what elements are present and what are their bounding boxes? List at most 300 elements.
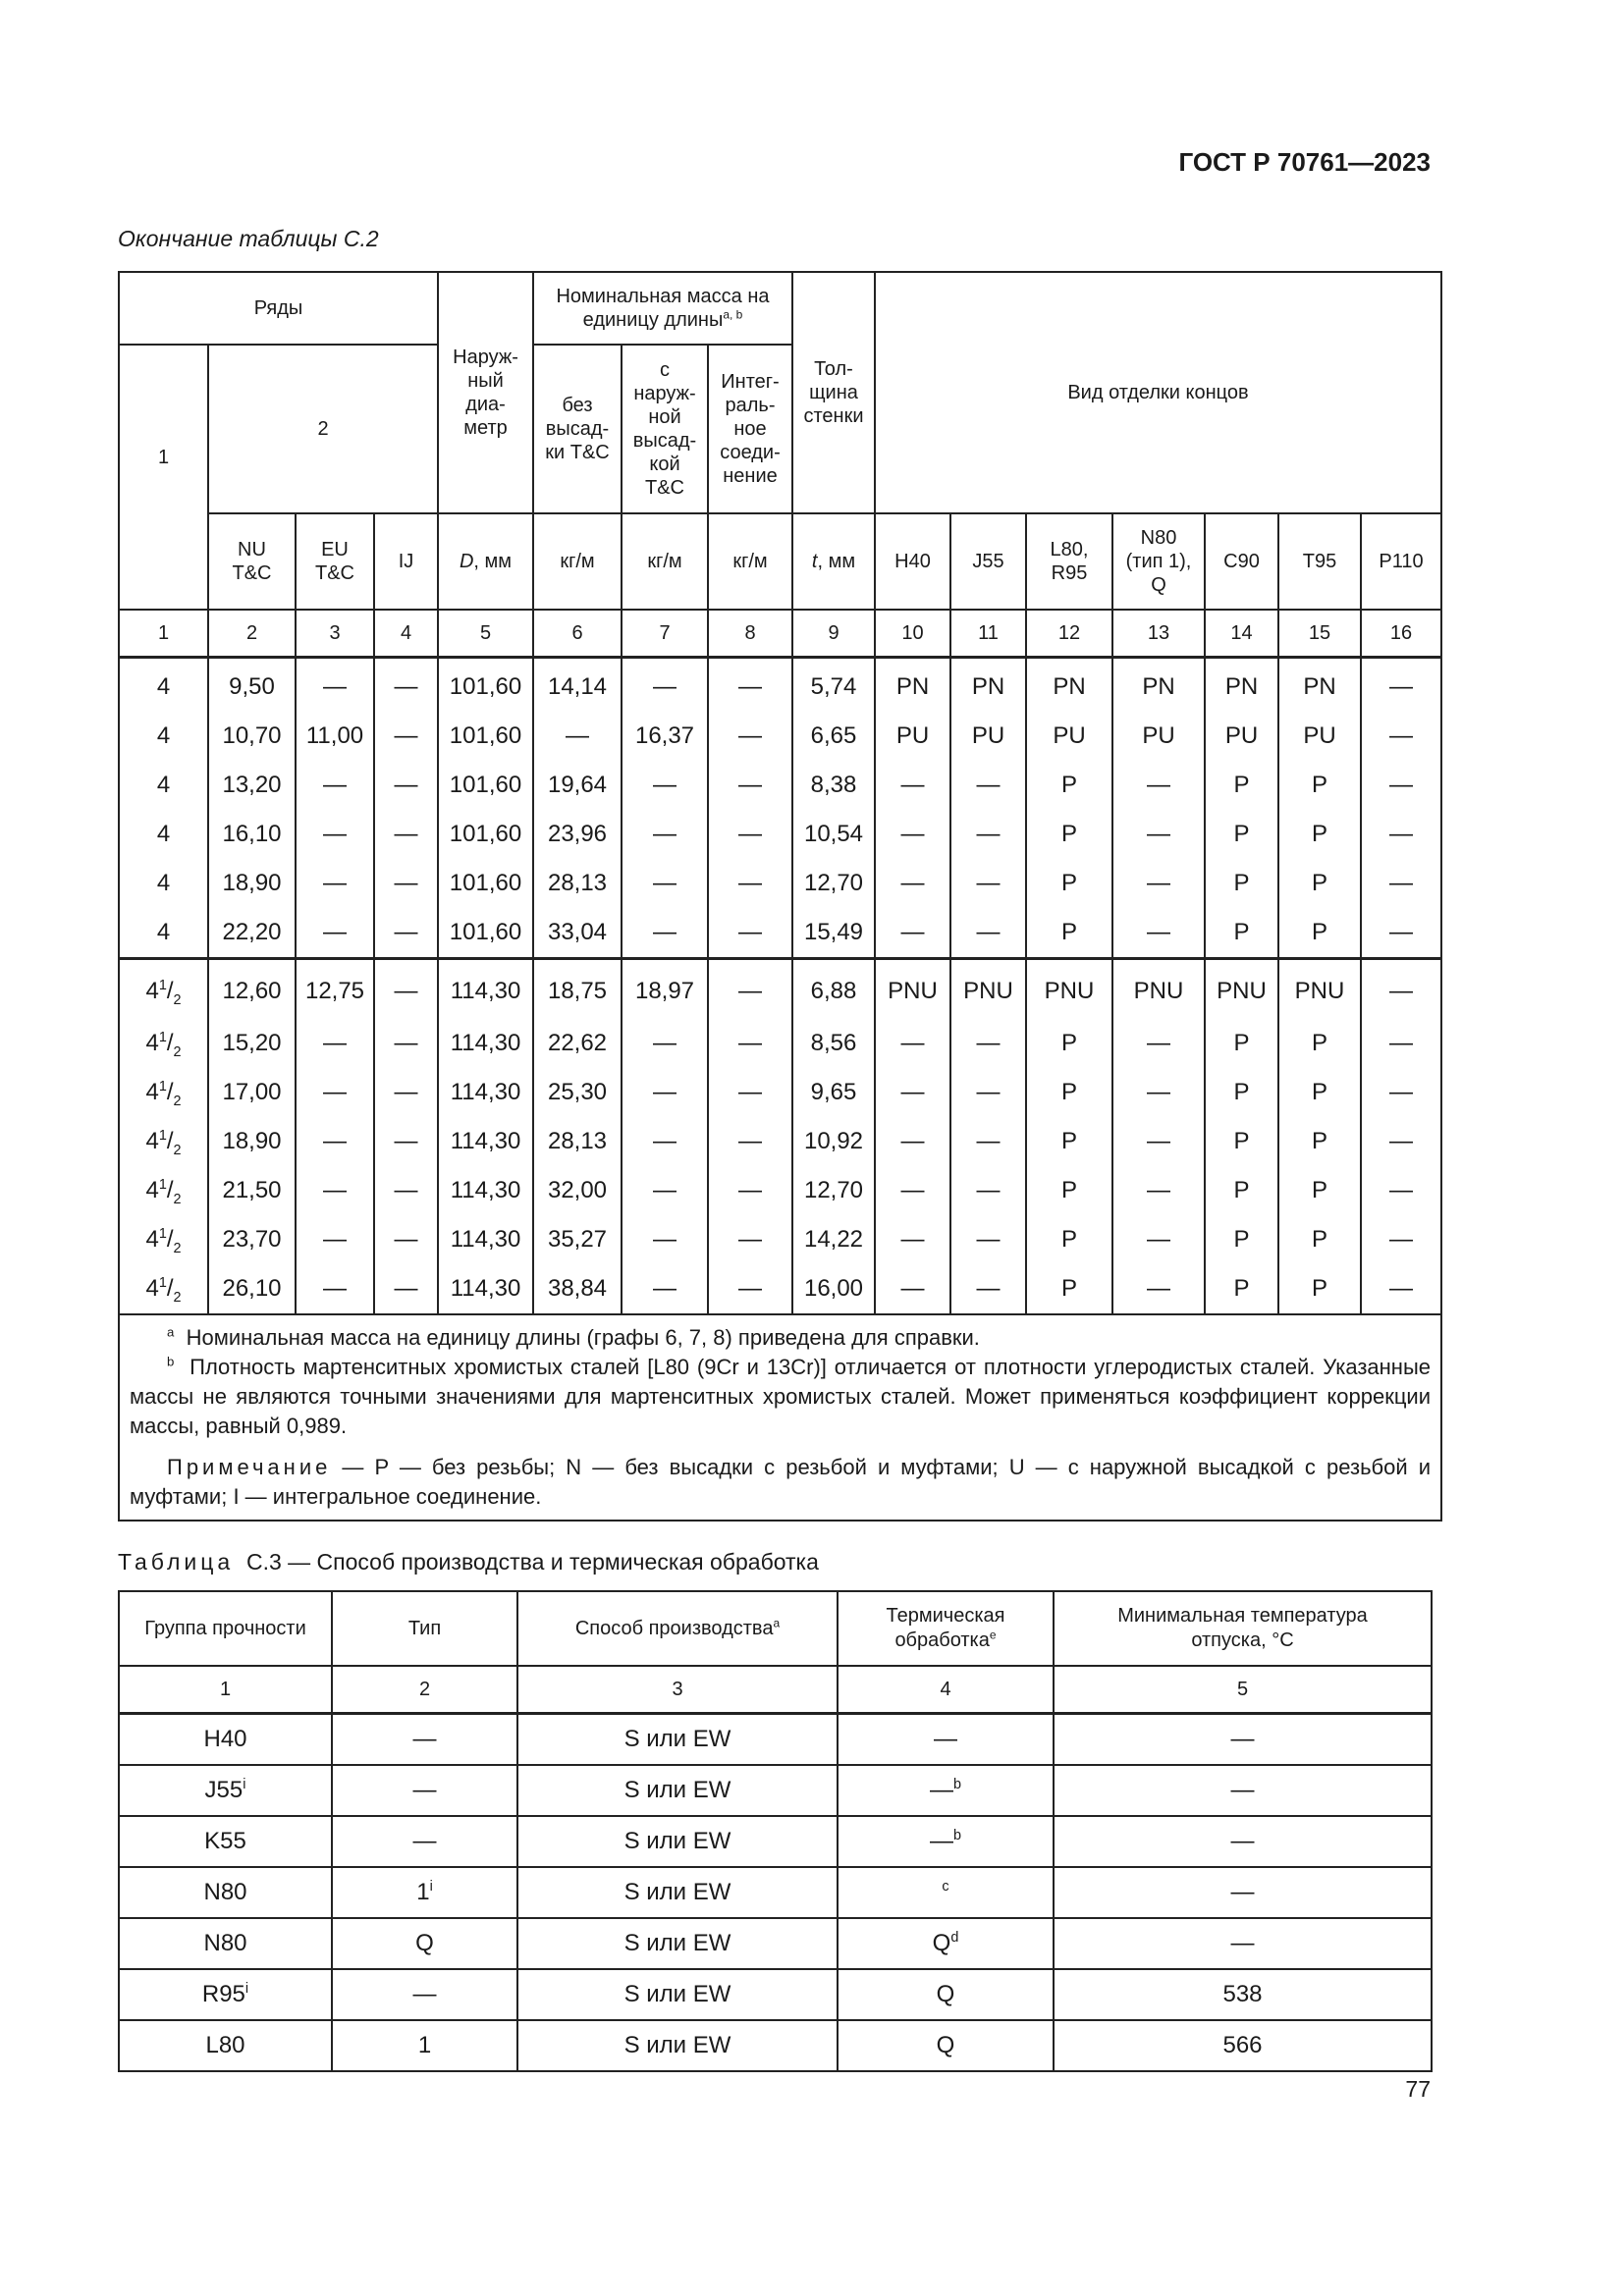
- table-cell: P: [1026, 1019, 1112, 1068]
- column-number: 9: [792, 610, 875, 658]
- table-cell: 13,20: [208, 761, 296, 810]
- table-cell: —: [374, 658, 438, 713]
- table-cell: 101,60: [438, 859, 533, 908]
- table-row: [119, 1019, 1441, 1068]
- table-cell: —: [296, 1117, 374, 1166]
- table-row: [119, 1264, 1441, 1314]
- table-cell-heat: c: [838, 1867, 1054, 1918]
- table-cell: 9,65: [792, 1068, 875, 1117]
- table-cell: 101,60: [438, 761, 533, 810]
- table-cell: —: [296, 908, 374, 959]
- size-fraction-cell: $4^1/_2$: [119, 1215, 208, 1264]
- table-cell: —: [875, 1215, 950, 1264]
- table-cell-grade: H40: [119, 1714, 332, 1766]
- header-ij: IJ: [374, 513, 438, 610]
- table-row: [119, 1068, 1441, 1117]
- table-cell: 4: [119, 908, 208, 959]
- column-number: 10: [875, 610, 950, 658]
- header-mass-a: без высад- ки T&C: [533, 345, 622, 513]
- table-cell: 8,38: [792, 761, 875, 810]
- table-cell: 19,64: [533, 761, 622, 810]
- column-number: 3: [296, 610, 374, 658]
- table-c2-notes: [119, 1314, 1441, 1521]
- header-mass-unit: кг/м: [708, 513, 792, 610]
- table-cell: P: [1205, 1215, 1278, 1264]
- table-cell: 101,60: [438, 658, 533, 713]
- table-cell: —: [622, 1068, 708, 1117]
- table-cell: —: [708, 810, 792, 859]
- table-cell: PNU: [1026, 959, 1112, 1020]
- table-cell: —: [622, 1215, 708, 1264]
- table-cell: P: [1026, 1215, 1112, 1264]
- table-cell: —: [374, 712, 438, 761]
- table-cell: 114,30: [438, 1264, 533, 1314]
- column-number: 7: [622, 610, 708, 658]
- table-cell-method: S или EW: [517, 1867, 838, 1918]
- table-cell: 114,30: [438, 1019, 533, 1068]
- table-cell: —: [296, 761, 374, 810]
- table-cell-grade: R95$^i$: [119, 1969, 332, 2020]
- table-row: [119, 1765, 1432, 1816]
- table-cell: —: [296, 859, 374, 908]
- table-cell: —: [1361, 658, 1441, 713]
- table-cell: 38,84: [533, 1264, 622, 1314]
- table-cell: P: [1278, 1019, 1361, 1068]
- table-cell-grade: N80: [119, 1918, 332, 1969]
- header-wall: Тол- щина стенки: [792, 272, 875, 513]
- table-c2: [118, 271, 1442, 1522]
- column-number: 15: [1278, 610, 1361, 658]
- table-cell: —: [296, 1068, 374, 1117]
- table-cell: P: [1278, 1068, 1361, 1117]
- column-number: 1: [119, 610, 208, 658]
- table-cell-type: 1: [332, 2020, 517, 2071]
- table-cell-heat: $Q^d$: [838, 1918, 1054, 1969]
- table-row: [119, 658, 1441, 713]
- column-number: 2: [208, 610, 296, 658]
- table-cell: P: [1026, 859, 1112, 908]
- table-cell: —: [1361, 1117, 1441, 1166]
- table-cell: —: [708, 1068, 792, 1117]
- table-cell: 12,60: [208, 959, 296, 1020]
- footnote-a: $^a$ Номинальная масса на единицу длины (графы 6, 7, 8) приведена для справки.: [167, 1324, 980, 1350]
- table-cell-method: S или EW: [517, 1918, 838, 1969]
- table-cell: —: [875, 1166, 950, 1215]
- table-cell: 35,27: [533, 1215, 622, 1264]
- table-cell: P: [1205, 908, 1278, 959]
- table-cell: —: [1112, 1166, 1205, 1215]
- table-cell: P: [1278, 1117, 1361, 1166]
- table-cell: —: [374, 810, 438, 859]
- table-row: [119, 1918, 1432, 1969]
- table-c2-caption: Окончание таблицы С.2: [118, 226, 379, 251]
- table-cell: —: [950, 1068, 1026, 1117]
- size-fraction-cell: $4^1/_2$: [119, 1166, 208, 1215]
- table-cell: —: [374, 1068, 438, 1117]
- table-cell: 15,49: [792, 908, 875, 959]
- table-cell: PU: [875, 712, 950, 761]
- table-cell: 4: [119, 810, 208, 859]
- table-cell: —: [296, 1264, 374, 1314]
- table-cell: PNU: [1278, 959, 1361, 1020]
- table-cell: —: [1112, 761, 1205, 810]
- table-cell: —: [533, 712, 622, 761]
- table-cell: 26,10: [208, 1264, 296, 1314]
- table-cell: —: [1112, 908, 1205, 959]
- table-cell-type: —: [332, 1816, 517, 1867]
- table-cell: P: [1205, 1068, 1278, 1117]
- table-cell: P: [1205, 810, 1278, 859]
- column-number: 1: [119, 1666, 332, 1714]
- table-row: [119, 2020, 1432, 2071]
- table-row: [119, 859, 1441, 908]
- table-cell: P: [1026, 1068, 1112, 1117]
- table-cell: 101,60: [438, 712, 533, 761]
- table-cell: 4: [119, 712, 208, 761]
- table-cell: 12,70: [792, 859, 875, 908]
- table-cell: —: [708, 859, 792, 908]
- table-cell: PNU: [875, 959, 950, 1020]
- table-cell-heat: Q: [838, 2020, 1054, 2071]
- table-cell: 15,20: [208, 1019, 296, 1068]
- table-row: [119, 1867, 1432, 1918]
- column-number: 4: [838, 1666, 1054, 1714]
- table-cell-method: S или EW: [517, 1765, 838, 1816]
- table-cell: —: [875, 810, 950, 859]
- table-cell: P: [1205, 1117, 1278, 1166]
- table-cell: —: [875, 1068, 950, 1117]
- table-row: [119, 1117, 1441, 1166]
- table-cell: —: [875, 1264, 950, 1314]
- table-cell-temp: —: [1054, 1816, 1432, 1867]
- table-cell: P: [1026, 761, 1112, 810]
- table-cell: —: [1112, 1264, 1205, 1314]
- table-c3-header: [119, 1591, 1432, 1666]
- table-cell: 6,65: [792, 712, 875, 761]
- table-cell: P: [1278, 1215, 1361, 1264]
- table-cell: —: [1112, 859, 1205, 908]
- table-cell-type: Q: [332, 1918, 517, 1969]
- header-grade-t95: T95: [1278, 513, 1361, 610]
- table-c3-body: [119, 1714, 1432, 2072]
- table-c3: [118, 1590, 1433, 2072]
- table-c2-group-4-1-2: [119, 959, 1441, 1315]
- table-cell: —: [296, 810, 374, 859]
- table-cell: 10,92: [792, 1117, 875, 1166]
- table-cell: —: [950, 761, 1026, 810]
- table-cell: 10,70: [208, 712, 296, 761]
- table-cell: P: [1278, 908, 1361, 959]
- table-cell: 23,96: [533, 810, 622, 859]
- table-cell: —: [374, 959, 438, 1020]
- table-cell: 101,60: [438, 908, 533, 959]
- table-cell: P: [1278, 859, 1361, 908]
- table-cell: —: [875, 761, 950, 810]
- table-cell-method: S или EW: [517, 1969, 838, 2020]
- table-cell: 12,70: [792, 1166, 875, 1215]
- table-cell: 6,88: [792, 959, 875, 1020]
- header-eu: EU T&C: [296, 513, 374, 610]
- table-cell: 10,54: [792, 810, 875, 859]
- table-cell: —: [950, 1019, 1026, 1068]
- table-cell: —: [950, 1117, 1026, 1166]
- column-number: 2: [332, 1666, 517, 1714]
- table-cell: —: [622, 1264, 708, 1314]
- column-number: 3: [517, 1666, 838, 1714]
- table-cell: PU: [1205, 712, 1278, 761]
- table-cell: PU: [1278, 712, 1361, 761]
- header-grade-n80: N80 (тип 1), Q: [1112, 513, 1205, 610]
- table-cell: 16,00: [792, 1264, 875, 1314]
- table-cell: —: [374, 1264, 438, 1314]
- table-cell-grade: N80: [119, 1867, 332, 1918]
- table-cell: —: [1361, 908, 1441, 959]
- table-cell-temp: —: [1054, 1714, 1432, 1766]
- size-fraction-cell: $4^1/_2$: [119, 1264, 208, 1314]
- table-cell: P: [1205, 1166, 1278, 1215]
- table-cell: —: [708, 712, 792, 761]
- table-cell: P: [1278, 810, 1361, 859]
- table-cell: 114,30: [438, 959, 533, 1020]
- table-cell: —: [374, 859, 438, 908]
- size-fraction-cell: $4^1/_2$: [119, 1019, 208, 1068]
- table-cell: 22,62: [533, 1019, 622, 1068]
- header-min-temp: Минимальная температура отпуска, °С: [1054, 1591, 1432, 1666]
- table-cell-type: —: [332, 1969, 517, 2020]
- table-cell: 4: [119, 859, 208, 908]
- table-cell-grade: K55: [119, 1816, 332, 1867]
- table-cell: —: [708, 908, 792, 959]
- table-cell: P: [1205, 1264, 1278, 1314]
- table-cell: 23,70: [208, 1215, 296, 1264]
- table-cell: —: [1361, 1068, 1441, 1117]
- table-cell: —: [374, 1117, 438, 1166]
- table-cell-method: S или EW: [517, 1816, 838, 1867]
- column-number: 11: [950, 610, 1026, 658]
- table-cell: P: [1205, 761, 1278, 810]
- table-cell-temp: —: [1054, 1867, 1432, 1918]
- table-cell: 18,90: [208, 859, 296, 908]
- table-cell: P: [1026, 908, 1112, 959]
- table-c2-column-numbers: [119, 610, 1441, 658]
- table-cell-temp: 538: [1054, 1969, 1432, 2020]
- table-cell: P: [1026, 1264, 1112, 1314]
- table-cell: —: [1112, 1117, 1205, 1166]
- table-cell: 101,60: [438, 810, 533, 859]
- table-cell: —: [622, 658, 708, 713]
- table-cell-grade: L80: [119, 2020, 332, 2071]
- table-cell: —: [1361, 859, 1441, 908]
- column-number: 12: [1026, 610, 1112, 658]
- size-fraction-cell: $4^1/_2$: [119, 959, 208, 1020]
- table-cell: —: [374, 1019, 438, 1068]
- table-cell: —: [875, 1117, 950, 1166]
- table-cell: 5,74: [792, 658, 875, 713]
- table-cell: PU: [950, 712, 1026, 761]
- table-cell: P: [1026, 1117, 1112, 1166]
- header-type: Тип: [332, 1591, 517, 1666]
- table-cell: —: [1361, 1166, 1441, 1215]
- table-cell-type: —: [332, 1765, 517, 1816]
- table-cell: PNU: [1205, 959, 1278, 1020]
- header-finish: Вид отделки концов: [875, 272, 1441, 513]
- table-cell: —: [708, 1264, 792, 1314]
- table-cell: 18,90: [208, 1117, 296, 1166]
- table-cell: —: [622, 1166, 708, 1215]
- table-cell: 4: [119, 658, 208, 713]
- header-nu: NU T&C: [208, 513, 296, 610]
- header-mass-b: с наруж- ной высад- кой T&C: [622, 345, 708, 513]
- header-diameter: Наруж- ный диа- метр: [438, 272, 533, 513]
- column-number: 14: [1205, 610, 1278, 658]
- header-ryady: Ряды: [119, 272, 438, 345]
- table-cell: 17,00: [208, 1068, 296, 1117]
- table-cell: 18,97: [622, 959, 708, 1020]
- table-cell-grade: J55$^i$: [119, 1765, 332, 1816]
- header-grade-l80: L80, R95: [1026, 513, 1112, 610]
- table-cell-heat: —$^b$: [838, 1765, 1054, 1816]
- document-id: ГОСТ Р 70761—2023: [1178, 147, 1431, 177]
- column-number: 5: [1054, 1666, 1432, 1714]
- header-method: Способ производства$^a$: [517, 1591, 838, 1666]
- table-cell: —: [875, 908, 950, 959]
- table-cell: —: [708, 658, 792, 713]
- table-c3-caption: Таблица С.3 — Способ производства и термическая обработка: [118, 1549, 819, 1575]
- table-cell: 8,56: [792, 1019, 875, 1068]
- table-note: Примечание — P — без резьбы; N — без высадки с резьбой и муфтами; U — с наружной высадкой с резьбой и муфтами; I — интегральное соединение.: [130, 1455, 1432, 1509]
- table-cell: —: [374, 1166, 438, 1215]
- table-cell: 16,10: [208, 810, 296, 859]
- table-cell: P: [1278, 761, 1361, 810]
- table-cell: 4: [119, 761, 208, 810]
- table-cell: 16,37: [622, 712, 708, 761]
- column-number: 13: [1112, 610, 1205, 658]
- header-mass-c: Интег- раль- ное соеди- нение: [708, 345, 792, 513]
- table-cell: —: [875, 859, 950, 908]
- table-cell-temp: 566: [1054, 2020, 1432, 2071]
- table-cell: P: [1205, 1019, 1278, 1068]
- header-mass-unit: кг/м: [533, 513, 622, 610]
- table-row: [119, 1166, 1441, 1215]
- table-cell: —: [296, 658, 374, 713]
- table-cell: —: [1112, 810, 1205, 859]
- table-cell: 114,30: [438, 1068, 533, 1117]
- table-cell: —: [950, 1166, 1026, 1215]
- column-number: 5: [438, 610, 533, 658]
- table-c2-group-4: [119, 658, 1441, 959]
- table-cell-heat: —$^b$: [838, 1816, 1054, 1867]
- table-cell: —: [1112, 1068, 1205, 1117]
- table-cell: P: [1026, 1166, 1112, 1215]
- table-cell-type: —: [332, 1714, 517, 1766]
- table-c2-header: [119, 272, 1441, 610]
- table-cell: —: [950, 1264, 1026, 1314]
- table-cell: —: [950, 810, 1026, 859]
- table-cell: —: [950, 859, 1026, 908]
- column-number: 4: [374, 610, 438, 658]
- table-cell: 114,30: [438, 1215, 533, 1264]
- table-cell: —: [708, 1215, 792, 1264]
- table-cell: 12,75: [296, 959, 374, 1020]
- column-number: 8: [708, 610, 792, 658]
- table-cell: P: [1026, 810, 1112, 859]
- header-grade-j55: J55: [950, 513, 1026, 610]
- table-cell: 25,30: [533, 1068, 622, 1117]
- table-cell: —: [374, 761, 438, 810]
- table-cell: PN: [1112, 658, 1205, 713]
- table-cell: 28,13: [533, 859, 622, 908]
- header-heat-treatment: Термическая обработка$^e$: [838, 1591, 1054, 1666]
- header-d-unit: D, мм: [438, 513, 533, 610]
- table-cell: —: [622, 1019, 708, 1068]
- table-cell: 28,13: [533, 1117, 622, 1166]
- table-cell: —: [296, 1215, 374, 1264]
- table-row: [119, 810, 1441, 859]
- table-cell: —: [296, 1166, 374, 1215]
- table-cell: 114,30: [438, 1117, 533, 1166]
- table-cell: PN: [1205, 658, 1278, 713]
- table-cell: —: [1361, 761, 1441, 810]
- table-c3-column-numbers: [119, 1666, 1432, 1714]
- table-cell-heat: —: [838, 1714, 1054, 1766]
- table-cell: —: [1361, 1215, 1441, 1264]
- table-cell: —: [296, 1019, 374, 1068]
- table-cell: —: [708, 1166, 792, 1215]
- table-row: [119, 908, 1441, 959]
- header-mass-unit: кг/м: [622, 513, 708, 610]
- table-cell: —: [708, 1117, 792, 1166]
- table-cell: —: [1112, 1215, 1205, 1264]
- table-cell: PU: [1026, 712, 1112, 761]
- table-cell: —: [1361, 810, 1441, 859]
- table-cell-method: S или EW: [517, 2020, 838, 2071]
- table-cell: P: [1205, 859, 1278, 908]
- table-row: [119, 761, 1441, 810]
- table-cell: 9,50: [208, 658, 296, 713]
- table-row: [119, 712, 1441, 761]
- table-cell-method: S или EW: [517, 1714, 838, 1766]
- page-number: 77: [1405, 2076, 1431, 2102]
- footnote-b: $^b$ Плотность мартенситных хромистых сталей [L80 (9Cr и 13Cr)] отличается от плотности углеродистых сталей. Указанные массы не являются точными значениями для мартенситных хромистых сталей. Может применяться коэффициент коррекции массы, равный 0,989.: [130, 1354, 1432, 1438]
- table-cell: —: [1361, 959, 1441, 1020]
- notes-cell: [119, 1314, 1441, 1521]
- table-cell: —: [1361, 1019, 1441, 1068]
- table-row: [119, 1714, 1432, 1766]
- header-grade-h40: H40: [875, 513, 950, 610]
- table-cell: —: [708, 959, 792, 1020]
- table-cell: —: [622, 761, 708, 810]
- table-cell-temp: —: [1054, 1918, 1432, 1969]
- header-strength-group: Группа прочности: [119, 1591, 332, 1666]
- table-cell: PNU: [950, 959, 1026, 1020]
- header-row1: 1: [119, 345, 208, 610]
- table-cell: —: [708, 761, 792, 810]
- header-grade-p110: P110: [1361, 513, 1441, 610]
- table-cell: PU: [1112, 712, 1205, 761]
- size-fraction-cell: $4^1/_2$: [119, 1117, 208, 1166]
- table-cell: —: [950, 908, 1026, 959]
- table-cell: —: [1361, 712, 1441, 761]
- table-cell: 11,00: [296, 712, 374, 761]
- size-fraction-cell: $4^1/_2$: [119, 1068, 208, 1117]
- table-cell: —: [374, 1215, 438, 1264]
- column-number: 16: [1361, 610, 1441, 658]
- header-grade-c90: C90: [1205, 513, 1278, 610]
- table-cell: PN: [875, 658, 950, 713]
- table-cell: —: [374, 908, 438, 959]
- table-cell: —: [622, 859, 708, 908]
- table-cell: 14,22: [792, 1215, 875, 1264]
